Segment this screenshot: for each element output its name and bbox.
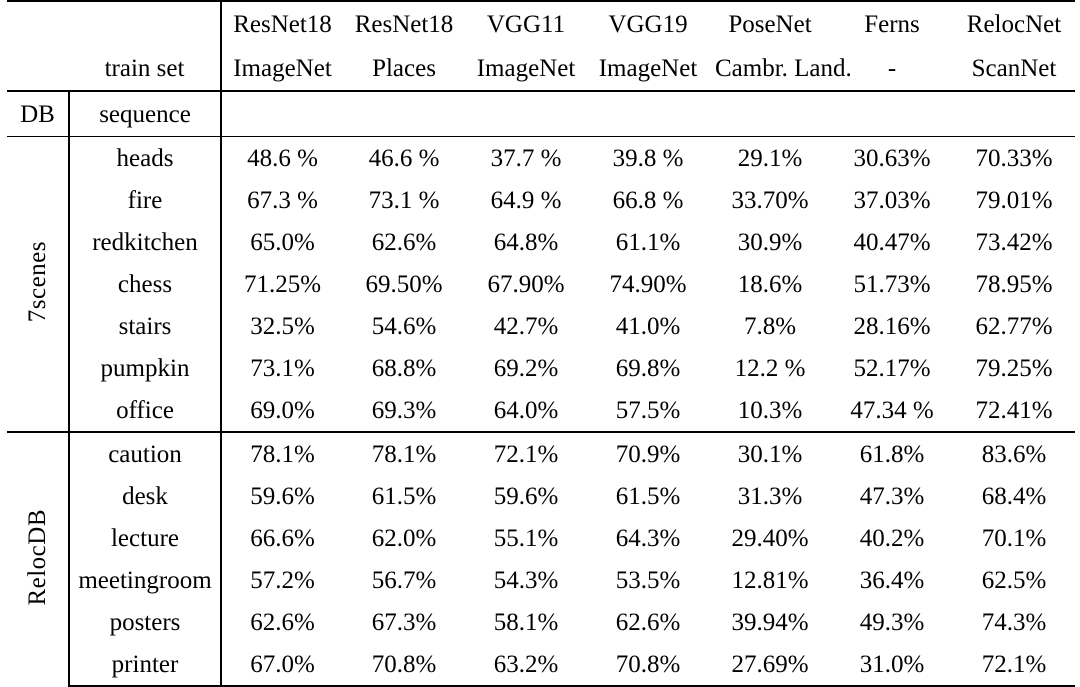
- cell-value: 72.1%: [465, 432, 587, 475]
- cell-value-best: 70.1%: [981, 524, 1047, 552]
- table-row: [7, 221, 1075, 263]
- group-label-7scenes-text: 7scenes: [24, 240, 51, 323]
- table-row: [7, 475, 1075, 517]
- header-trainset-resnet18-imagenet: ImageNet: [233, 54, 332, 82]
- header-trainset-ferns: -: [887, 54, 897, 82]
- row-sequence: chess: [69, 263, 221, 305]
- header-train-set-label: train set: [69, 46, 221, 91]
- header-trainset-relocnet: ScanNet: [971, 54, 1057, 82]
- header-trainset-vgg19: ImageNet: [598, 54, 698, 82]
- cell-value: 78.1%: [343, 432, 465, 475]
- row-sequence: stairs: [69, 305, 221, 347]
- row-sequence: office: [69, 389, 221, 432]
- cell-value: 69.50%: [365, 270, 443, 298]
- cell-value-best: 62.5%: [981, 566, 1047, 594]
- table-subheader-row-db: [7, 91, 1075, 137]
- db-label: DB: [7, 91, 69, 137]
- header-blank-db-2: [7, 46, 69, 91]
- cell-value: 40.47%: [853, 228, 931, 256]
- header-blank-db: [7, 1, 69, 46]
- cell-value: 12.2 %: [734, 354, 806, 382]
- cell-value: 67.90%: [487, 270, 565, 298]
- cell-value: 30.1%: [709, 432, 831, 475]
- cell-value: 29.40%: [731, 524, 809, 552]
- cell-value: 73.1%: [250, 354, 315, 382]
- cell-value-best: 72.1%: [953, 643, 1075, 686]
- cell-value: 73.1 %: [368, 186, 440, 214]
- row-sequence: posters: [69, 601, 221, 643]
- table-header-row-method: [7, 1, 1075, 46]
- cell-value: 51.73%: [853, 270, 931, 298]
- cell-value: 70.9%: [587, 432, 709, 475]
- cell-value: 67.3%: [371, 608, 437, 636]
- row-sequence: desk: [69, 475, 221, 517]
- cell-value-best: 74.3%: [981, 608, 1047, 636]
- header-method-posenet: PoseNet: [709, 1, 831, 46]
- cell-value: 31.0%: [831, 643, 953, 686]
- cell-value: 74.90%: [609, 270, 687, 298]
- cell-value: 64.9 %: [490, 186, 562, 214]
- row-sequence: fire: [69, 179, 221, 221]
- table-row: [7, 517, 1075, 559]
- cell-value: 12.81%: [731, 566, 809, 594]
- header-method-resnet18-imagenet: ResNet18: [221, 1, 343, 46]
- cell-value: 31.3%: [737, 482, 803, 510]
- cell-value: 53.5%: [615, 566, 681, 594]
- cell-value-best: 79.25%: [975, 354, 1053, 382]
- cell-value: 30.63%: [831, 137, 953, 180]
- row-sequence: meetingroom: [69, 559, 221, 601]
- cell-value: 7.8%: [743, 312, 797, 340]
- group-label-relocdb-text: RelocDB: [24, 508, 51, 606]
- cell-value: 78.1%: [221, 432, 343, 475]
- cell-value: 40.2%: [859, 524, 925, 552]
- header-method-ferns: Ferns: [831, 1, 953, 46]
- cell-value: 39.8 %: [587, 137, 709, 180]
- cell-value: 62.6%: [250, 608, 315, 636]
- cell-value-best: 72.41%: [975, 396, 1053, 424]
- cell-value: 70.8%: [343, 643, 465, 686]
- cell-value: 57.2%: [250, 566, 315, 594]
- cell-value-best: 73.42%: [975, 228, 1053, 256]
- table-row: [7, 643, 1075, 686]
- cell-value: 33.70%: [731, 186, 809, 214]
- cell-value: 47.3%: [859, 482, 925, 510]
- cell-value: 61.8%: [831, 432, 953, 475]
- cell-value-best: 68.4%: [981, 482, 1047, 510]
- cell-value: 32.5%: [250, 312, 315, 340]
- cell-value-best: 70.33%: [953, 137, 1075, 180]
- row-sequence: heads: [69, 137, 221, 180]
- row-sequence: caution: [69, 432, 221, 475]
- cell-value: 30.9%: [737, 228, 803, 256]
- cell-value: 64.3%: [615, 524, 681, 552]
- cell-value: 29.1%: [709, 137, 831, 180]
- group-label-7scenes: [7, 137, 69, 433]
- cell-value: 69.3%: [371, 396, 437, 424]
- cell-value: 62.6%: [371, 228, 437, 256]
- cell-value: 54.6%: [371, 312, 437, 340]
- cell-value-best: 79.01%: [975, 186, 1053, 214]
- header-method-relocnet: RelocNet: [953, 1, 1075, 46]
- row-sequence: pumpkin: [69, 347, 221, 389]
- sequence-label: sequence: [69, 91, 221, 137]
- header-trainset-resnet18-places: Places: [372, 54, 436, 82]
- cell-value: 47.34 %: [850, 396, 934, 424]
- cell-value: 59.6%: [250, 482, 315, 510]
- header-method-resnet18-places: ResNet18: [343, 1, 465, 46]
- cell-value: 66.6%: [250, 524, 315, 552]
- cell-value: 67.3 %: [247, 186, 318, 214]
- cell-value: 18.6%: [737, 270, 803, 298]
- cell-value: 69.8%: [615, 354, 681, 382]
- results-table: [7, 0, 1075, 687]
- header-method-vgg11: VGG11: [465, 1, 587, 46]
- table-row: [7, 263, 1075, 305]
- cell-value: 71.25%: [243, 270, 322, 298]
- cell-value: 61.1%: [615, 228, 681, 256]
- cell-value: 54.3%: [493, 566, 559, 594]
- cell-value: 57.5%: [615, 396, 681, 424]
- table-header-row-trainset: [7, 46, 1075, 91]
- cell-value-best: 62.77%: [975, 312, 1053, 340]
- table-row: [7, 432, 1075, 475]
- cell-value: 65.0%: [250, 228, 315, 256]
- header-blank-seq: [69, 1, 221, 46]
- cell-value: 56.7%: [371, 566, 437, 594]
- table-row: [7, 347, 1075, 389]
- cell-value: 36.4%: [859, 566, 925, 594]
- row-sequence: printer: [69, 643, 221, 686]
- cell-value: 70.8%: [587, 643, 709, 686]
- cell-value: 64.0%: [493, 396, 559, 424]
- header-trainset-vgg11: ImageNet: [476, 54, 576, 82]
- table-row: [7, 559, 1075, 601]
- cell-value: 37.7 %: [465, 137, 587, 180]
- cell-value: 48.6 %: [221, 137, 343, 180]
- cell-value: 41.0%: [615, 312, 681, 340]
- cell-value: 39.94%: [731, 608, 809, 636]
- cell-value: 28.16%: [853, 312, 931, 340]
- cell-value: 27.69%: [709, 643, 831, 686]
- cell-value: 69.0%: [250, 396, 315, 424]
- cell-value-best: 83.6%: [953, 432, 1075, 475]
- table-row: [7, 601, 1075, 643]
- table-row: [7, 137, 1075, 180]
- row-sequence: redkitchen: [69, 221, 221, 263]
- cell-value: 55.1%: [493, 524, 559, 552]
- cell-value: 10.3%: [737, 396, 803, 424]
- subheader-blank: [221, 91, 1075, 137]
- cell-value: 68.8%: [371, 354, 437, 382]
- cell-value: 61.5%: [371, 482, 437, 510]
- cell-value: 61.5%: [615, 482, 681, 510]
- cell-value: 37.03%: [853, 186, 931, 214]
- cell-value: 52.17%: [853, 354, 931, 382]
- cell-value: 62.6%: [615, 608, 681, 636]
- cell-value-best: 78.95%: [975, 270, 1053, 298]
- cell-value: 46.6 %: [343, 137, 465, 180]
- table-row: [7, 179, 1075, 221]
- cell-value: 58.1%: [493, 608, 559, 636]
- cell-value: 63.2%: [465, 643, 587, 686]
- cell-value: 67.0%: [221, 643, 343, 686]
- table-row: [7, 389, 1075, 432]
- cell-value: 69.2%: [493, 354, 559, 382]
- header-method-vgg19: VGG19: [587, 1, 709, 46]
- group-label-relocdb: [7, 432, 69, 686]
- cell-value: 66.8 %: [612, 186, 684, 214]
- header-trainset-posenet: Cambr. Land.: [715, 54, 852, 82]
- cell-value: 64.8%: [493, 228, 559, 256]
- row-sequence: lecture: [69, 517, 221, 559]
- cell-value: 59.6%: [493, 482, 559, 510]
- cell-value: 42.7%: [493, 312, 559, 340]
- cell-value: 62.0%: [371, 524, 437, 552]
- table-row: [7, 305, 1075, 347]
- cell-value: 49.3%: [859, 608, 925, 636]
